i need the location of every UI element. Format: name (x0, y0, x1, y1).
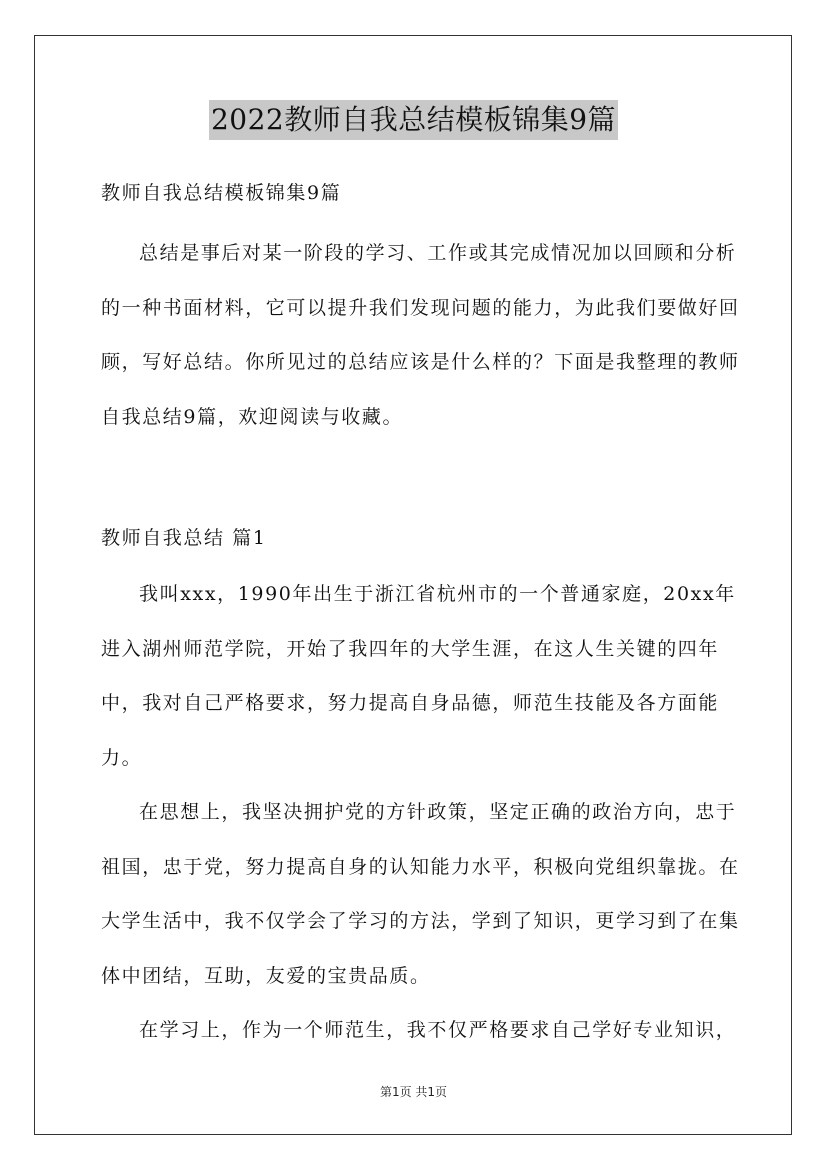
body-paragraph: 我叫xxx，1990年出生于浙江省杭州市的一个普通家庭，20xx年进入湖州师范学院，开始了我四年的大学生涯，在这人生关键的四年中，我对自己严格要求，努力提高自身品德，师范生技能及各方面能力。 (101, 583, 736, 769)
intro-paragraph: 总结是事后对某一阶段的学习、工作或其完成情况加以回顾和分析的一种书面材料，它可以提升我们发现问题的能力，为此我们要做好回顾，写好总结。你所见过的总结应该是什么样的？下面是我整理的教师自我总结9篇，欢迎阅读与收藏。 (101, 242, 740, 428)
document-body (101, 173, 741, 1058)
body-paragraph: 在学习上，作为一个师范生，我不仅严格要求自己学好专业知识， (139, 1019, 737, 1041)
body-paragraph: 在思想上，我坚决拥护党的方针政策，坚定正确的政治方向，忠于祖国，忠于党，努力提高自身的认知能力水平，积极向党组织靠拢。在大学生活中，我不仅学会了学习的方法，学到了知识，更学习到了在集体中团结，互助，友爱的宝贵品质。 (101, 801, 740, 987)
document-subtitle: 教师自我总结模板锦集9篇 (101, 182, 342, 204)
document-title: 2022教师自我总结模板锦集9篇 (209, 100, 618, 140)
title-area (0, 100, 827, 140)
page-footer: 第1页 共1页 (379, 1085, 448, 1099)
section-heading: 教师自我总结 篇1 (101, 527, 267, 549)
